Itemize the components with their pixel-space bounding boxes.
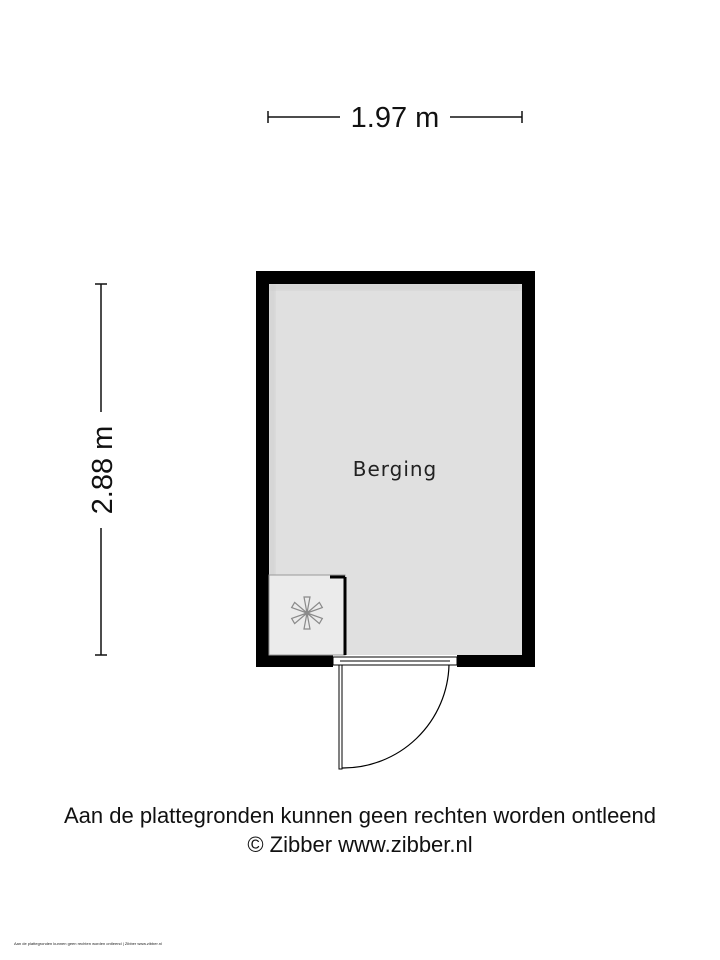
utility-closet [269,575,345,655]
height-label: 2.88 m [87,425,119,515]
disclaimer-line-1: Aan de plattegronden kunnen geen rechten worden ontleend [63,803,657,828]
height-dimension [87,284,119,655]
room-berging [256,271,535,769]
small-print: Aan de plattegronden kunnen geen rechten worden ontleend | Zibber www.zibber.nl [14,941,162,946]
room-label: Berging [352,457,438,481]
width-label: 1.97 m [350,102,440,134]
door-swing-icon [339,665,449,769]
door-frame [333,657,457,665]
disclaimer-line-2: © Zibber www.zibber.nl [247,832,473,857]
width-dimension [268,102,522,134]
